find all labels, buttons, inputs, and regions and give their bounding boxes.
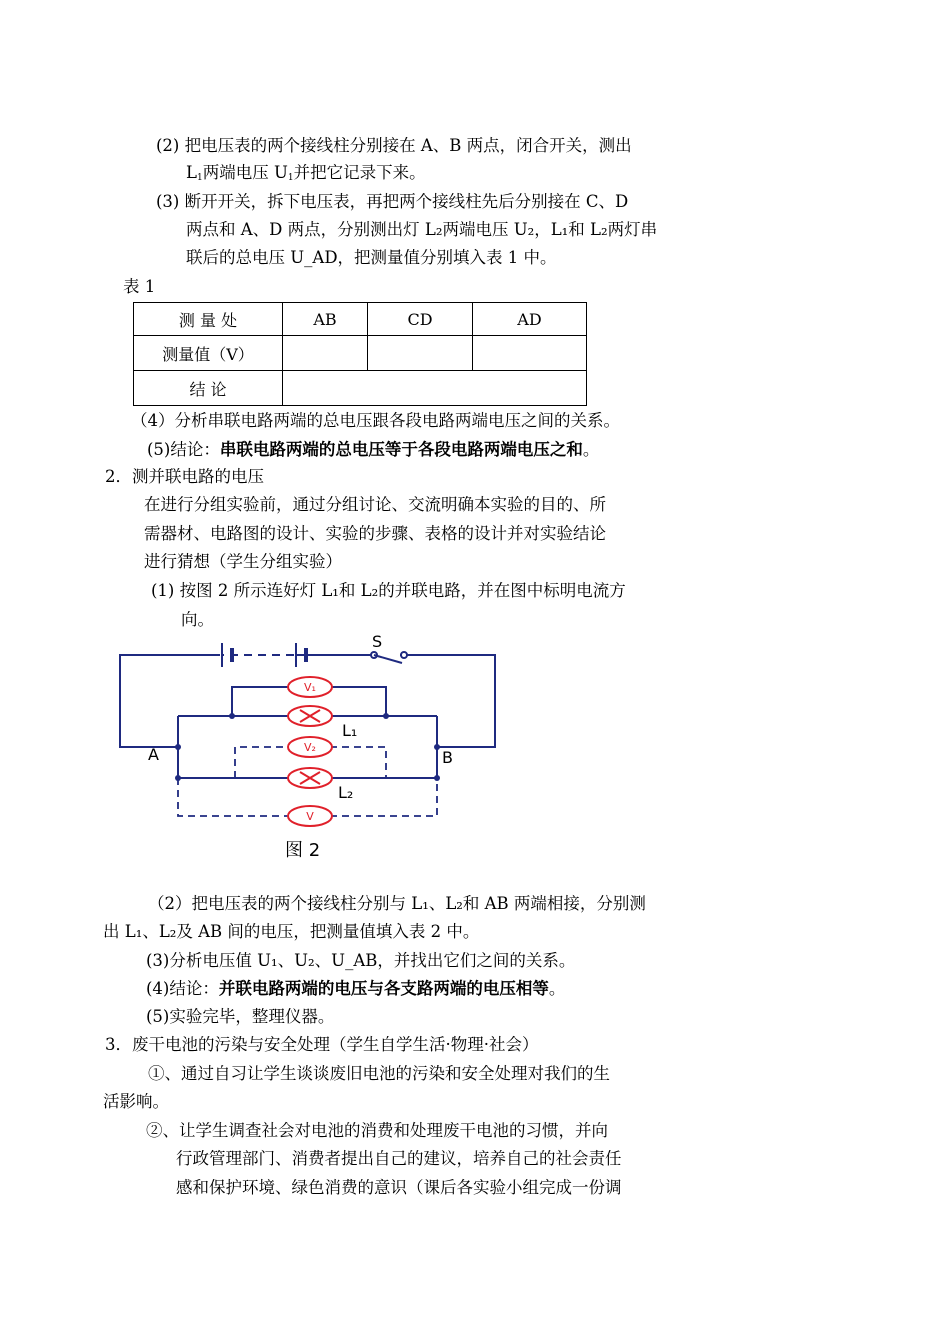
table-caption: 表 1	[123, 277, 156, 296]
v2-label: V₂	[304, 741, 316, 754]
step3-line3: 联后的总电压 U_AD，把测量值分别填入表 1 中。	[186, 248, 557, 267]
section3-title: 3．废干电池的污染与安全处理（学生自学生活·物理·社会）	[105, 1035, 539, 1054]
s2-step1-line1: (1) 按图 2 所示连好灯 L₁和 L₂的并联电路，并在图中标明电流方	[151, 581, 626, 600]
table-row	[134, 371, 587, 406]
table-cell: AB	[283, 303, 368, 336]
table-cell: 结 论	[134, 371, 283, 406]
text: (4)结论：	[146, 979, 219, 998]
node-b-label: B	[442, 748, 453, 767]
table-cell: 测 量 处	[134, 303, 283, 336]
text: 并把它记录下来。	[293, 163, 426, 182]
table-cell: AD	[473, 303, 587, 336]
step3-line2: 两点和 A、D 两点，分别测出灯 L₂两端电压 U₂，L₁和 L₂两灯串	[186, 220, 658, 239]
conclusion-text: 串联电路两端的总电压等于各段电路两端电压之和	[219, 440, 583, 459]
switch-label: S	[372, 632, 383, 651]
intro-line1: 在进行分组实验前，通过分组讨论、交流明确本实验的目的、所	[144, 495, 606, 514]
table-cell	[368, 336, 473, 371]
item2-line3: 感和保护环境、绿色消费的意识（课后各实验小组完成一份调	[176, 1178, 622, 1197]
s2-step5: (5)实验完毕，整理仪器。	[146, 1007, 335, 1026]
measurement-table	[133, 302, 587, 406]
text: 。	[582, 440, 600, 459]
table-cell	[283, 371, 587, 406]
item2-line2: 行政管理部门、消费者提出自己的建议，培养自己的社会责任	[176, 1149, 622, 1168]
item1-line2: 活影响。	[103, 1092, 169, 1111]
parallel-circuit-diagram	[110, 628, 510, 868]
step2-line1: (2) 把电压表的两个接线柱分别接在 A、B 两点，闭合开关，测出	[156, 136, 632, 155]
step3-line1: (3) 断开开关，拆下电压表，再把两个接线柱先后分别接在 C、D	[156, 192, 629, 211]
s2-step1-line2: 向。	[181, 610, 214, 629]
node-a-label: A	[148, 745, 159, 764]
l2-label: L₂	[338, 783, 354, 802]
table-cell: 测量值（V）	[134, 336, 283, 371]
step4: （4）分析串联电路两端的总电压跟各段电路两端电压之间的关系。	[131, 411, 620, 430]
text: (5)结论：	[147, 440, 220, 459]
table-cell	[473, 336, 587, 371]
item2-line1: ②、让学生调查社会对电池的消费和处理废干电池的习惯，并向	[146, 1121, 608, 1140]
table-row	[134, 303, 587, 336]
figure-caption: 图 2	[285, 840, 321, 861]
step2-line2	[186, 162, 426, 189]
text: 两端电压 U	[202, 163, 288, 182]
table-cell	[283, 336, 368, 371]
intro-line2: 需器材、电路图的设计、实验的步骤、表格的设计并对实验结论	[144, 524, 606, 543]
s2-step2-line1: （2）把电压表的两个接线柱分别与 L₁、L₂和 AB 两端相接，分别测	[148, 894, 646, 913]
item1-line1: ①、通过自习让学生谈谈废旧电池的污染和安全处理对我们的生	[148, 1064, 610, 1083]
l1-symbol: L	[186, 163, 197, 182]
s2-step3: (3)分析电压值 U₁、U₂、U_AB，并找出它们之间的关系。	[146, 951, 576, 970]
v-label: V	[306, 810, 314, 823]
s2-step2-line2: 出 L₁、L₂及 AB 间的电压，把测量值填入表 2 中。	[103, 922, 480, 941]
v1-label: V₁	[304, 681, 316, 694]
l1-label: L₁	[342, 721, 358, 740]
section2-title: 2．测并联电路的电压	[105, 467, 264, 486]
subscript: 1	[287, 173, 294, 183]
table-row	[134, 336, 587, 371]
intro-line3: 进行猜想（学生分组实验）	[144, 552, 342, 571]
text: 。	[548, 979, 566, 998]
subscript: 1	[196, 173, 203, 183]
table-cell: CD	[368, 303, 473, 336]
s2-step4	[146, 978, 565, 1000]
step5	[147, 439, 599, 461]
conclusion-text: 并联电路两端的电压与各支路两端的电压相等	[218, 979, 549, 998]
